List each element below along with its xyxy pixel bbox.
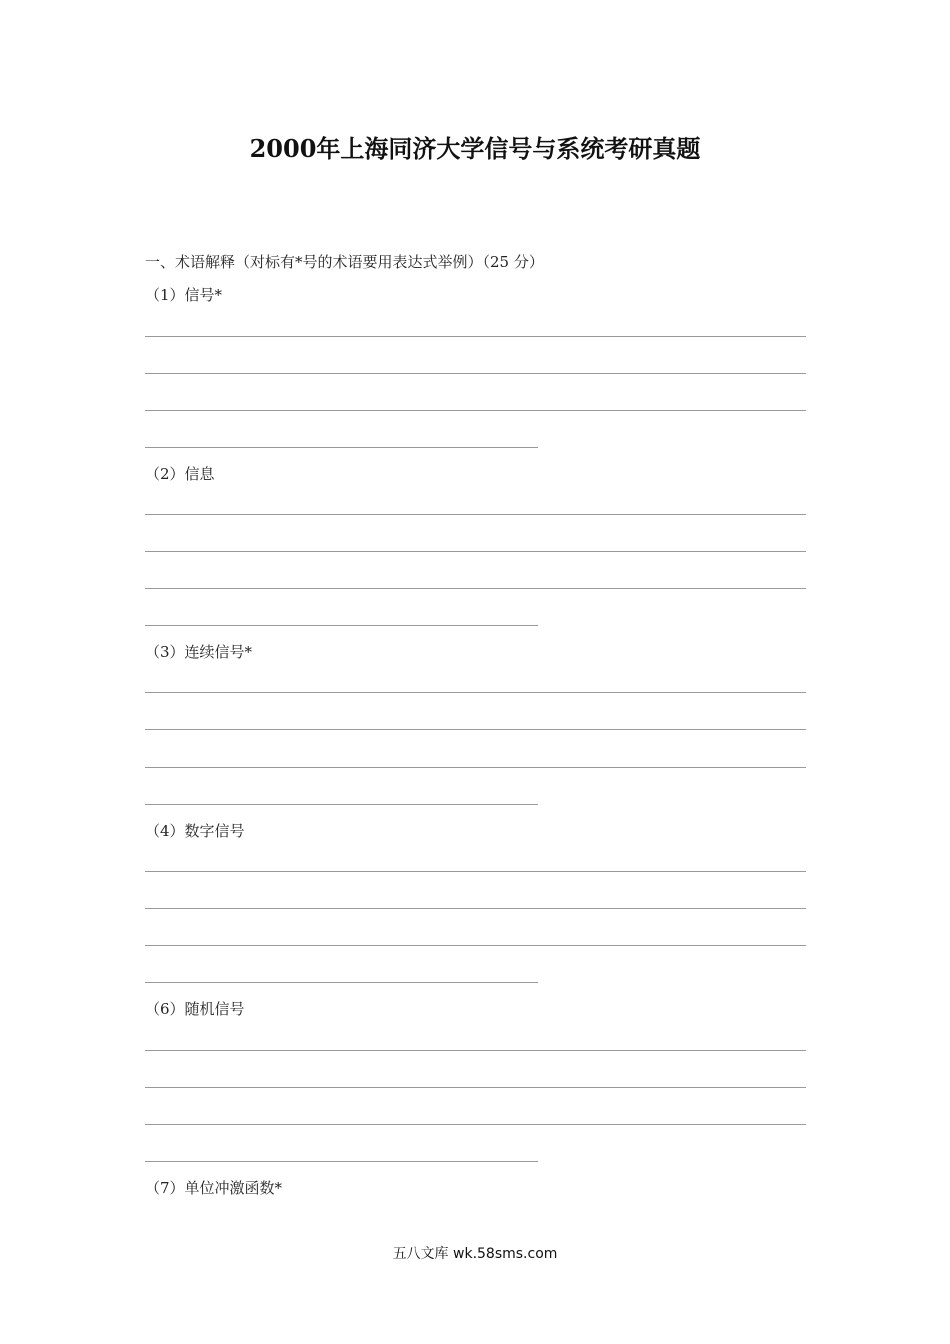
answer-line [145,692,806,693]
question-block-6 [145,997,807,1167]
answer-line [145,1087,806,1088]
answer-line [145,982,538,983]
question-label: （1）信号* [145,286,223,304]
question-label: （3）连续信号* [145,643,253,661]
answer-line [145,588,806,589]
answer-line [145,767,806,768]
answer-line [145,1050,806,1051]
answer-line [145,908,806,909]
answer-line [145,625,538,626]
question-block-2 [145,462,807,632]
answer-line [145,871,806,872]
answer-line [145,551,806,552]
answer-line [145,373,806,374]
answer-line [145,336,806,337]
answer-line [145,945,806,946]
question-block-7 [145,1176,807,1202]
question-label: （6）随机信号 [145,1000,245,1018]
page-title: 2000年上海同济大学信号与系统考研真题 [249,134,701,163]
footer-watermark: 五八文库 wk.58sms.com [392,1246,558,1262]
answer-line [145,447,538,448]
question-label: （2）信息 [145,465,215,483]
question-block-1 [145,283,807,453]
answer-line [145,410,806,411]
question-block-4 [145,819,807,989]
answer-line [145,1124,806,1125]
answer-line [145,729,806,730]
answer-line [145,1161,538,1162]
question-block-3 [145,640,807,810]
answer-line [145,514,806,515]
question-label: （4）数字信号 [145,822,245,840]
answer-line [145,804,538,805]
question-label: （7）单位冲激函数* [145,1179,283,1197]
section-heading: 一、术语解释（对标有*号的术语要用表达式举例）（25 分） [145,253,544,271]
